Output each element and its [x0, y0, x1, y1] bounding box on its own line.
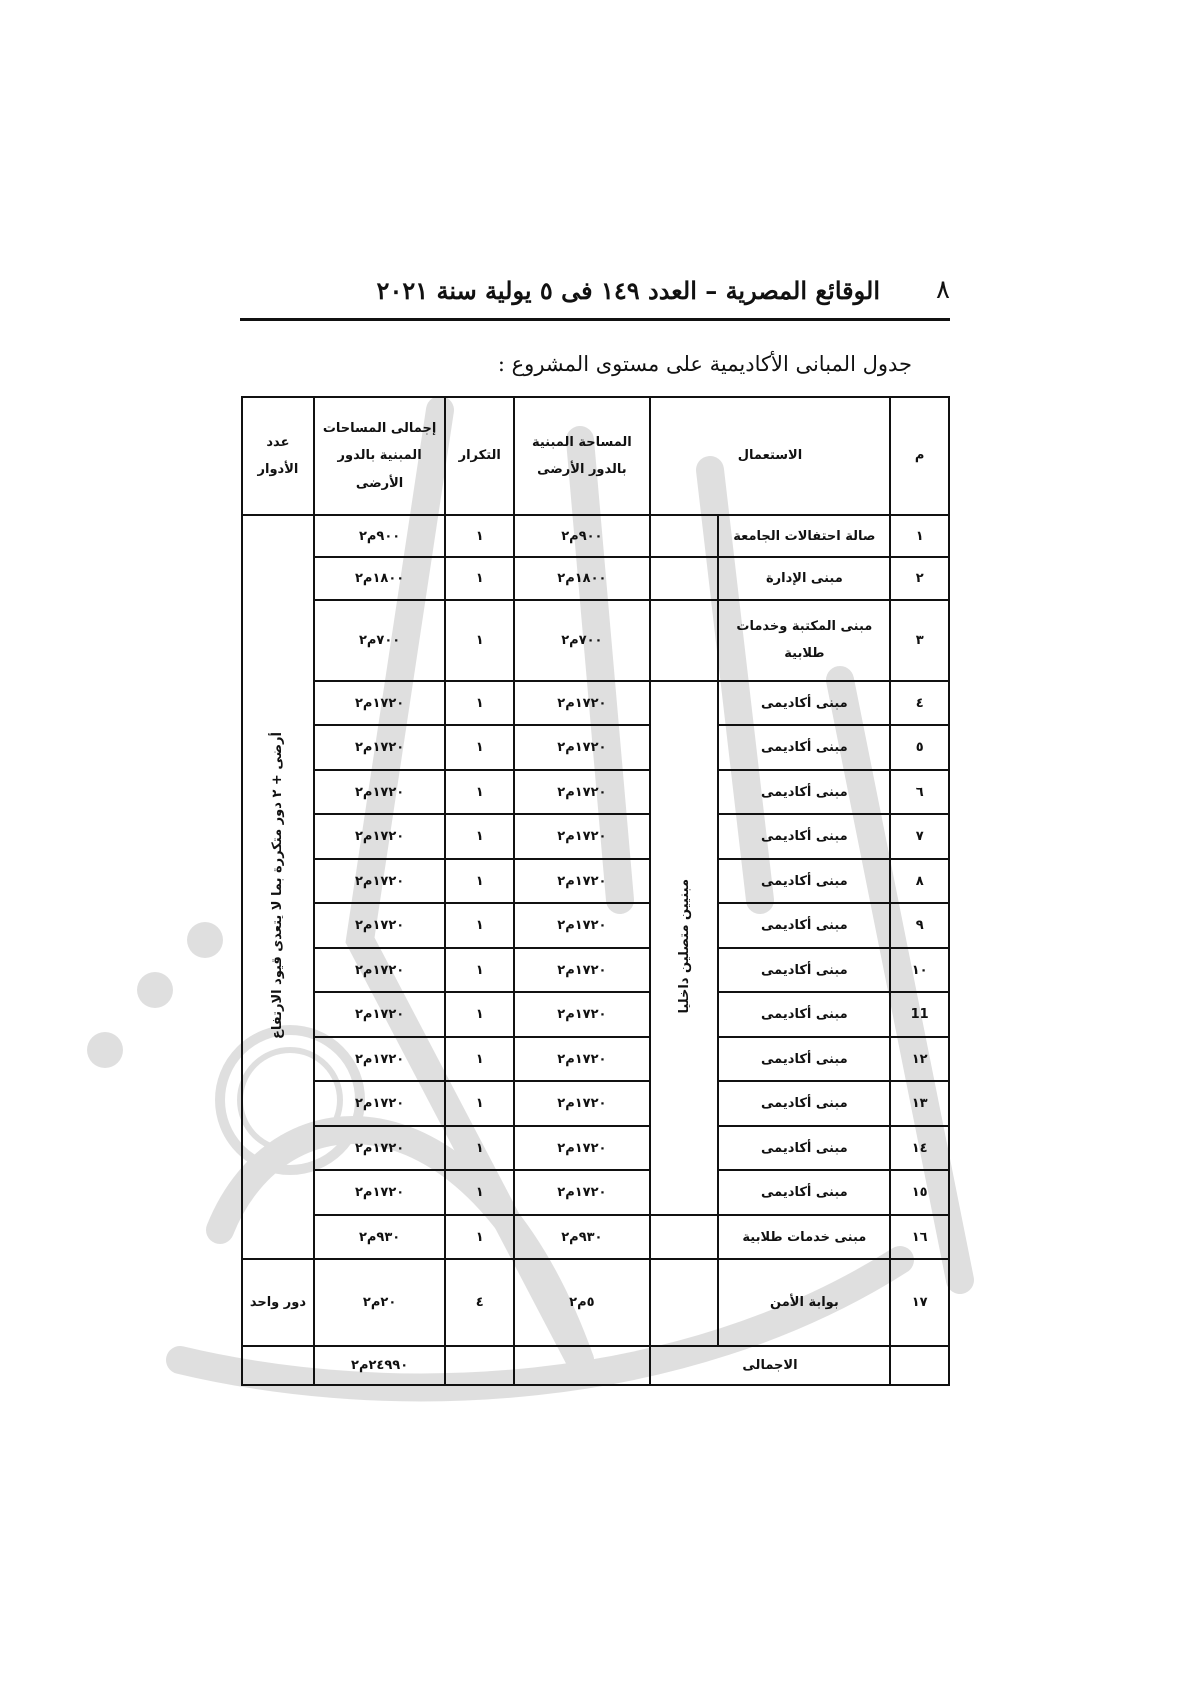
table-header-row [242, 397, 949, 515]
empty-group-cell [650, 557, 719, 599]
row-use: صالة احتفالات الجامعة [718, 515, 890, 557]
row-num: ١٤ [890, 1126, 949, 1171]
row-repeat: ١ [445, 1126, 514, 1171]
row-num: ٤ [890, 681, 949, 726]
table-row [242, 859, 949, 904]
row-num: ١٣ [890, 1081, 949, 1126]
empty-group-cell [650, 600, 719, 681]
row-total: ١٧٢٠م٢ [314, 1081, 445, 1126]
table-row [242, 992, 949, 1037]
row-area: ٩٣٠م٢ [514, 1215, 650, 1260]
row-repeat: ١ [445, 1037, 514, 1082]
row-repeat: ١ [445, 814, 514, 859]
row-total: ١٧٢٠م٢ [314, 770, 445, 815]
row-repeat: ١ [445, 859, 514, 904]
row-num: ١٢ [890, 1037, 949, 1082]
table-row [242, 600, 949, 681]
row-use: مبنى أكاديمى [718, 1126, 890, 1171]
row-use: مبنى المكتبة وخدمات طلابية [718, 600, 890, 681]
row-area: ١٧٢٠م٢ [514, 1126, 650, 1171]
row-use: مبنى أكاديمى [718, 1037, 890, 1082]
table-row [242, 1037, 949, 1082]
row-use: مبنى أكاديمى [718, 992, 890, 1037]
row-use: مبنى أكاديمى [718, 948, 890, 993]
row-area: ١٧٢٠م٢ [514, 1037, 650, 1082]
row-area: ٥م٢ [514, 1259, 650, 1346]
row-num: ٩ [890, 903, 949, 948]
row-total: ٢٠م٢ [314, 1259, 445, 1346]
header-use: الاستعمال [650, 397, 891, 515]
row-use: مبنى أكاديمى [718, 903, 890, 948]
row-use: بوابة الأمن [718, 1259, 890, 1346]
row-area: ١٧٢٠م٢ [514, 859, 650, 904]
row-use: مبنى أكاديمى [718, 770, 890, 815]
table-row [242, 770, 949, 815]
row-repeat: ١ [445, 1215, 514, 1260]
row-use: مبنى أكاديمى [718, 859, 890, 904]
total-value: ٢٤٩٩٠م٢ [314, 1346, 445, 1385]
row-total: ١٧٢٠م٢ [314, 903, 445, 948]
total-row [242, 1346, 949, 1385]
row-total: ١٧٢٠م٢ [314, 859, 445, 904]
row-use: مبنى الإدارة [718, 557, 890, 599]
row-repeat: ١ [445, 770, 514, 815]
empty-group-cell [650, 515, 719, 557]
row-total: ١٨٠٠م٢ [314, 557, 445, 599]
table-row [242, 725, 949, 770]
table-row [242, 948, 949, 993]
table-row [242, 903, 949, 948]
empty-group-cell [650, 1259, 719, 1346]
total-empty-cell [890, 1346, 949, 1385]
row-total: ٧٠٠م٢ [314, 600, 445, 681]
row-floors: دور واحد [242, 1259, 314, 1346]
table-row [242, 814, 949, 859]
header-rule [240, 318, 950, 321]
row-total: ١٧٢٠م٢ [314, 681, 445, 726]
row-area: ١٧٢٠م٢ [514, 992, 650, 1037]
table-row [242, 515, 949, 557]
row-area: ١٧٢٠م٢ [514, 770, 650, 815]
row-num: ١٥ [890, 1170, 949, 1215]
row-area: ١٧٢٠م٢ [514, 1081, 650, 1126]
row-total: ١٧٢٠م٢ [314, 948, 445, 993]
table-row [242, 681, 949, 726]
header-total-area: إجمالى المساحات المبنية بالدور الأرضى [314, 397, 445, 515]
academic-buildings-table [241, 396, 950, 1386]
row-num: ١ [890, 515, 949, 557]
row-num: ٣ [890, 600, 949, 681]
table-row [242, 1259, 949, 1346]
row-num: ٦ [890, 770, 949, 815]
row-total: ١٧٢٠م٢ [314, 1170, 445, 1215]
empty-group-cell [650, 1215, 719, 1260]
row-use: مبنى خدمات طلابية [718, 1215, 890, 1260]
row-total: ١٧٢٠م٢ [314, 1126, 445, 1171]
row-repeat: ١ [445, 948, 514, 993]
table-row [242, 1126, 949, 1171]
row-total: ١٧٢٠م٢ [314, 814, 445, 859]
row-num: ٨ [890, 859, 949, 904]
row-num: ١٠ [890, 948, 949, 993]
row-total: ١٧٢٠م٢ [314, 992, 445, 1037]
row-total: ٩٣٠م٢ [314, 1215, 445, 1260]
row-repeat: ١ [445, 1081, 514, 1126]
row-area: ١٨٠٠م٢ [514, 557, 650, 599]
table-row [242, 1081, 949, 1126]
total-empty-cell [242, 1346, 314, 1385]
row-num: ٢ [890, 557, 949, 599]
table-caption: جدول المبانى الأكاديمية على مستوى المشروع : [497, 352, 912, 376]
row-use: مبنى أكاديمى [718, 814, 890, 859]
row-repeat: ٤ [445, 1259, 514, 1346]
table-row [242, 1215, 949, 1260]
row-repeat: ١ [445, 903, 514, 948]
row-area: ١٧٢٠م٢ [514, 725, 650, 770]
row-use: مبنى أكاديمى [718, 1081, 890, 1126]
row-num: ٥ [890, 725, 949, 770]
row-total: ٩٠٠م٢ [314, 515, 445, 557]
row-num: ١٧ [890, 1259, 949, 1346]
page-number: ٨ [936, 275, 950, 305]
row-use: مبنى أكاديمى [718, 725, 890, 770]
row-repeat: ١ [445, 992, 514, 1037]
row-num: 11 [890, 992, 949, 1037]
row-area: ١٧٢٠م٢ [514, 948, 650, 993]
row-repeat: ١ [445, 515, 514, 557]
table-row [242, 557, 949, 599]
floors-main-label: أرضى + ٢ دور متكررة بما لا يتعدى قيود الارتفاع [270, 731, 286, 1039]
row-area: ٩٠٠م٢ [514, 515, 650, 557]
row-area: ١٧٢٠م٢ [514, 814, 650, 859]
row-repeat: ١ [445, 725, 514, 770]
row-area: ١٧٢٠م٢ [514, 1170, 650, 1215]
row-use: مبنى أكاديمى [718, 1170, 890, 1215]
row-num: ١٦ [890, 1215, 949, 1260]
header-floors: عدد الأدوار [242, 397, 314, 515]
connected-group-label: مبنيين متصلين داخليا [676, 878, 692, 1014]
row-use: مبنى أكاديمى [718, 681, 890, 726]
row-repeat: ١ [445, 600, 514, 681]
row-total: ١٧٢٠م٢ [314, 725, 445, 770]
row-repeat: ١ [445, 557, 514, 599]
header-repeat: التكرار [445, 397, 514, 515]
header-num: م [890, 397, 949, 515]
row-repeat: ١ [445, 1170, 514, 1215]
page-header [240, 270, 950, 310]
connected-group-cell [650, 681, 719, 1215]
total-empty-cell [445, 1346, 514, 1385]
row-area: ١٧٢٠م٢ [514, 681, 650, 726]
row-area: ١٧٢٠م٢ [514, 903, 650, 948]
row-area: ٧٠٠م٢ [514, 600, 650, 681]
gazette-title: الوقائع المصرية – العدد ١٤٩ فى ٥ يولية سنة ٢٠٢١ [376, 275, 880, 305]
row-total: ١٧٢٠م٢ [314, 1037, 445, 1082]
row-num: ٧ [890, 814, 949, 859]
total-label: الاجمالى [650, 1346, 891, 1385]
table-row [242, 1170, 949, 1215]
total-empty-cell [514, 1346, 650, 1385]
header-ground-area: المساحة المبنية بالدور الأرضى [514, 397, 650, 515]
row-repeat: ١ [445, 681, 514, 726]
floors-main-cell [242, 515, 314, 1259]
